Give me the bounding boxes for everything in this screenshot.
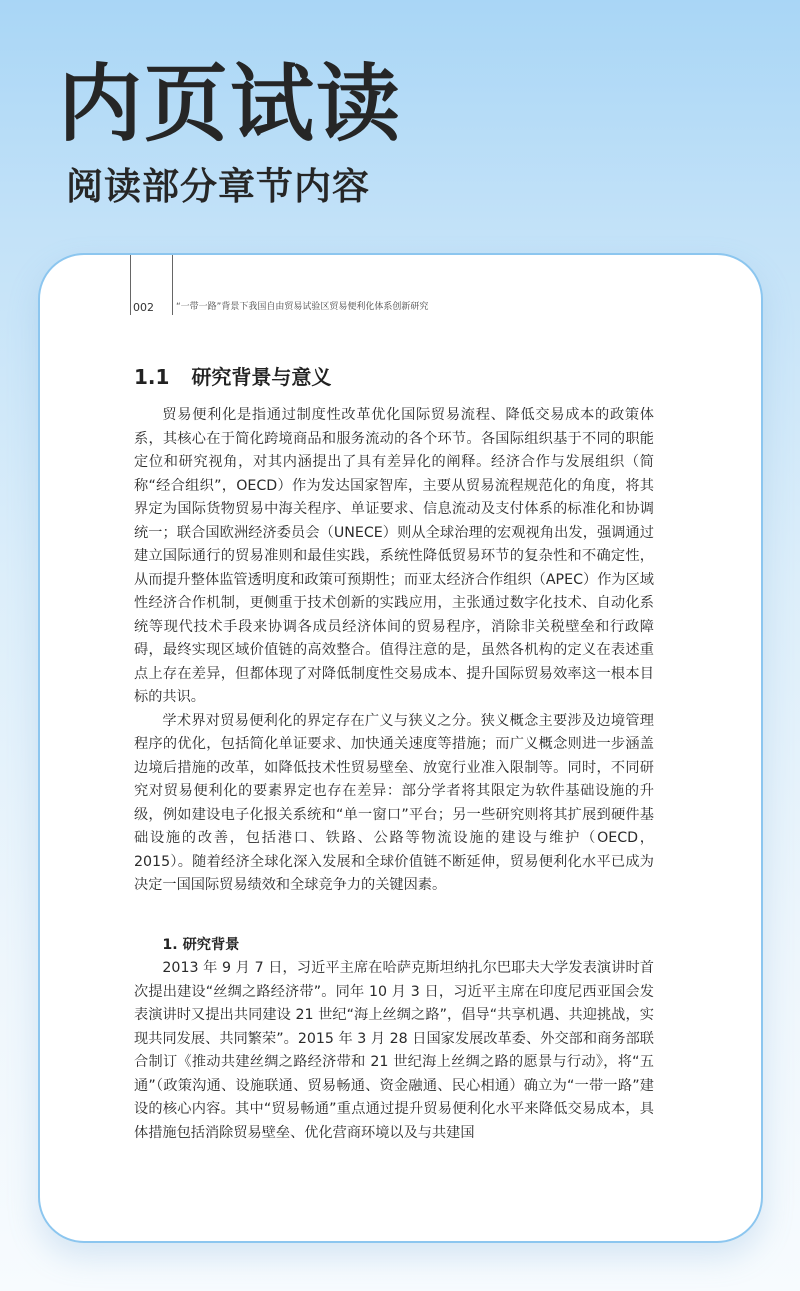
header-divider xyxy=(130,255,131,315)
section-title: 研究背景与意义 xyxy=(191,365,332,389)
paragraph: 2013 年 9 月 7 日，习近平主席在哈萨克斯坦纳扎尔巴耶夫大学发表演讲时首次提出建设“丝绸之路经济带”。同年 10 月 3 日，习近平主席在印度尼西亚国会发表演讲时又提出共同建设 21 世纪“海上丝绸之路”，倡导“共享机遇、共迎挑战，实现共同发展、共同繁荣”。2015 年 3 月 28 日国家发展改革委、外交部和商务部联合制订《推动共建丝绸之路经济带和 21 世纪海上丝绸之路的愿景与行动》，将“五通”（政策沟通、设施联通、贸易畅通、资金融通、民心相通）确立为“一带一路”建设的核心内容。其中“贸易畅通”重点通过提升贸易便利化水平来降低交易成本，具体措施包括消除贸易壁垒、优化营商环境以及与共建国 xyxy=(134,960,654,1141)
running-head xyxy=(40,255,761,315)
hero-title: 内页试读 xyxy=(58,55,403,153)
page-number: 002 xyxy=(133,301,154,314)
section-number: 1.1 xyxy=(134,365,170,389)
book-title: “一带一路”背景下我国自由贸易试验区贸易便利化体系创新研究 xyxy=(176,302,429,312)
subsection-heading: 1. 研究背景 xyxy=(162,936,240,953)
section-heading xyxy=(134,367,331,387)
paragraph: 贸易便利化是指通过制度性改革优化国际贸易流程、降低交易成本的政策体系，其核心在于简化跨境商品和服务流动的各个环节。各国际组织基于不同的职能定位和研究视角，对其内涵提出了具有差异化的阐释。经济合作与发展组织（简称“经合组织”，OECD）作为发达国家智库，主要从贸易流程规范化的角度，将其界定为国际货物贸易中海关程序、单证要求、信息流动及支付体系的标准化和协调统一；联合国欧洲经济委员会（UNECE）则从全球治理的宏观视角出发，强调通过建立国际通行的贸易准则和最佳实践，系统性降低贸易环节的复杂性和不确定性，从而提升整体监管透明度和政策可预期性；而亚太经济合作组织（APEC）作为区域性经济合作机制，更侧重于技术创新的实践应用，主张通过数字化技术、自动化系统等现代技术手段来协调各成员经济体间的贸易程序，消除非关税壁垒和行政障碍，最终实现区域价值链的高效整合。值得注意的是，虽然各机构的定义在表述重点上存在差异，但都体现了对降低制度性交易成本、提升国际贸易效率这一根本目标的共识。 xyxy=(134,407,654,705)
header-divider xyxy=(172,255,173,315)
page-preview-card xyxy=(38,253,763,1243)
hero-subtitle: 阅读部分章节内容 xyxy=(66,165,370,208)
body-text xyxy=(134,404,654,1145)
paragraph: 学术界对贸易便利化的界定存在广义与狭义之分。狭义概念主要涉及边境管理程序的优化，包括简化单证要求、加快通关速度等措施；而广义概念则进一步涵盖边境后措施的改革，如降低技术性贸易壁垒、放宽行业准入限制等。同时，不同研究对贸易便利化的要素界定也存在差异：部分学者将其限定为软件基础设施的升级，例如建设电子化报关系统和“单一窗口”平台；另一些研究则将其扩展到硬件基础设施的改善，包括港口、铁路、公路等物流设施的建设与维护（OECD，2015）。随着经济全球化深入发展和全球价值链不断延伸，贸易便利化水平已成为决定一国国际贸易绩效和全球竞争力的关键因素。 xyxy=(134,712,654,893)
